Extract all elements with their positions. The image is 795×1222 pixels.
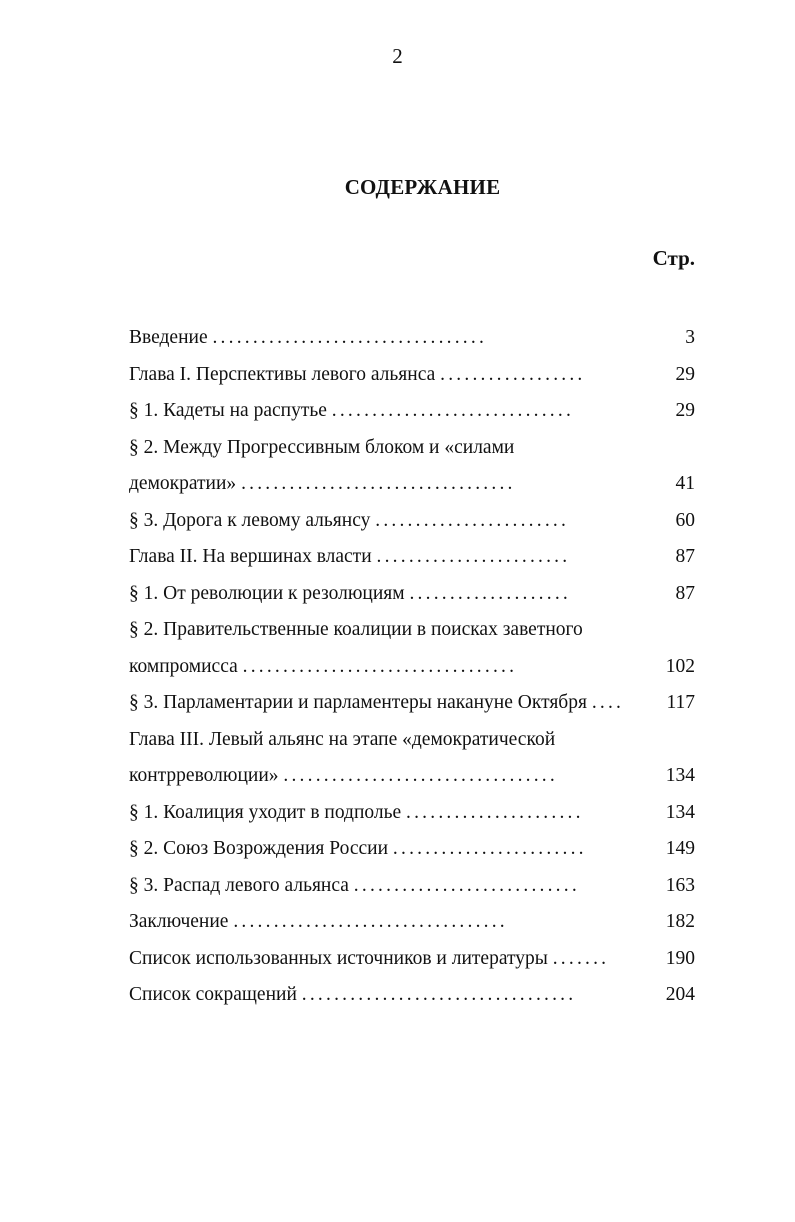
toc-dot-leader: ........................	[392, 838, 587, 859]
toc-entry	[129, 904, 695, 941]
toc-entry-text	[129, 357, 639, 394]
toc-entry-text	[129, 576, 639, 613]
toc-entry	[129, 320, 695, 357]
toc-dot-leader: ..................................	[212, 327, 488, 348]
table-of-contents	[129, 320, 695, 1014]
toc-entry-page: 29	[675, 400, 695, 421]
toc-entry-title: § 2. Союз Возрождения России	[129, 838, 389, 859]
toc-entry-title: § 2. Правительственные коалиции в поисках заветного	[129, 619, 583, 640]
toc-entry-page: 87	[675, 546, 695, 567]
toc-entry-text	[129, 466, 639, 503]
toc-entry	[129, 868, 695, 905]
toc-entry-title: § 2. Между Прогрессивным блоком и «силами	[129, 436, 515, 458]
page-column-label: Стр.	[652, 246, 695, 270]
toc-entry-text	[129, 941, 639, 978]
toc-entry-title: Введение	[129, 327, 208, 348]
toc-entry	[129, 539, 695, 576]
toc-entry-page: 163	[665, 874, 695, 896]
toc-entry-page: 3	[685, 327, 695, 348]
toc-entry-text	[129, 430, 639, 467]
toc-entry-page: 29	[675, 363, 695, 385]
toc-entry-title: Список сокращений	[129, 984, 297, 1005]
toc-entry-title: § 3. Парламентарии и парламентеры накануне Октября	[129, 692, 587, 713]
toc-entry-text	[129, 977, 639, 1014]
toc-entry-page: 117	[666, 692, 695, 713]
toc-entry-text	[129, 503, 639, 540]
toc-entry	[129, 758, 695, 795]
toc-entry-text	[129, 320, 639, 357]
toc-entry-page: 87	[675, 582, 695, 604]
toc-entry-page: 41	[675, 473, 695, 494]
toc-entry-page: 182	[665, 911, 695, 932]
toc-entry-text	[129, 685, 639, 722]
toc-dot-leader: ....	[591, 692, 625, 713]
toc-dot-leader: ..................................	[283, 765, 558, 786]
toc-entry-title: § 3. Дорога к левому альянсу	[129, 509, 371, 531]
toc-entry-page: 134	[665, 765, 695, 786]
toc-entry	[129, 722, 695, 759]
toc-entry	[129, 612, 695, 649]
toc-entry	[129, 503, 695, 540]
toc-entry-title: § 1. Кадеты на распутье	[129, 400, 327, 421]
toc-entry-page: 204	[665, 984, 695, 1005]
toc-dot-leader: ..................	[440, 363, 586, 385]
toc-entry-title: § 1. От революции к резолюциям	[129, 582, 405, 604]
toc-entry-title: компромисса	[129, 655, 238, 677]
toc-entry	[129, 393, 695, 430]
toc-entry-text	[129, 649, 639, 686]
toc-dot-leader: ........................	[376, 546, 571, 567]
toc-entry-title: Глава III. Левый альянс на этапе «демократической	[129, 728, 556, 750]
toc-entry	[129, 685, 695, 722]
toc-dot-leader: ........................	[375, 509, 570, 531]
toc-entry-page: 102	[665, 655, 695, 677]
toc-entry-title: демократии»	[129, 473, 237, 494]
toc-entry	[129, 977, 695, 1014]
toc-entry-title: § 3. Распад левого альянса	[129, 874, 349, 896]
toc-entry-title: контрреволюции»	[129, 765, 279, 786]
toc-entry-text	[129, 868, 639, 905]
toc-entry	[129, 831, 695, 868]
toc-entry	[129, 430, 695, 467]
toc-entry-text	[129, 904, 639, 941]
toc-entry-title: Глава II. На вершинах власти	[129, 546, 372, 567]
toc-entry-text	[129, 722, 639, 759]
page-number: 2	[392, 44, 403, 68]
toc-entry-text	[129, 831, 639, 868]
toc-dot-leader: ............................	[353, 874, 580, 896]
toc-entry-text	[129, 539, 639, 576]
toc-entry-page: 190	[665, 947, 695, 969]
toc-entry-text	[129, 393, 639, 430]
toc-entry-title: Заключение	[129, 911, 229, 932]
toc-dot-leader: ..................................	[233, 911, 508, 932]
toc-dot-leader: ..................................	[301, 984, 577, 1005]
toc-entry-text	[129, 758, 639, 795]
page-title: СОДЕРЖАНИЕ	[344, 175, 501, 199]
toc-entry-page: 60	[675, 509, 695, 531]
toc-dot-leader: ..................................	[241, 473, 516, 494]
toc-entry-page: 149	[665, 838, 695, 859]
toc-dot-leader: ......................	[406, 801, 584, 823]
toc-entry-title: Глава I. Перспективы левого альянса	[129, 363, 436, 385]
toc-entry-text	[129, 612, 639, 649]
toc-dot-leader: ..............................	[331, 400, 575, 421]
toc-entry	[129, 466, 695, 503]
toc-dot-leader: .......	[552, 947, 610, 969]
toc-entry-text	[129, 795, 639, 832]
toc-entry	[129, 357, 695, 394]
toc-entry	[129, 576, 695, 613]
toc-entry	[129, 941, 695, 978]
toc-entry	[129, 795, 695, 832]
toc-entry-title: § 1. Коалиция уходит в подполье	[129, 801, 402, 823]
toc-entry-title: Список использованных источников и литературы	[129, 947, 548, 969]
toc-entry	[129, 649, 695, 686]
toc-entry-page: 134	[665, 801, 695, 823]
toc-dot-leader: ....................	[409, 582, 571, 604]
toc-dot-leader: ..................................	[242, 655, 518, 677]
